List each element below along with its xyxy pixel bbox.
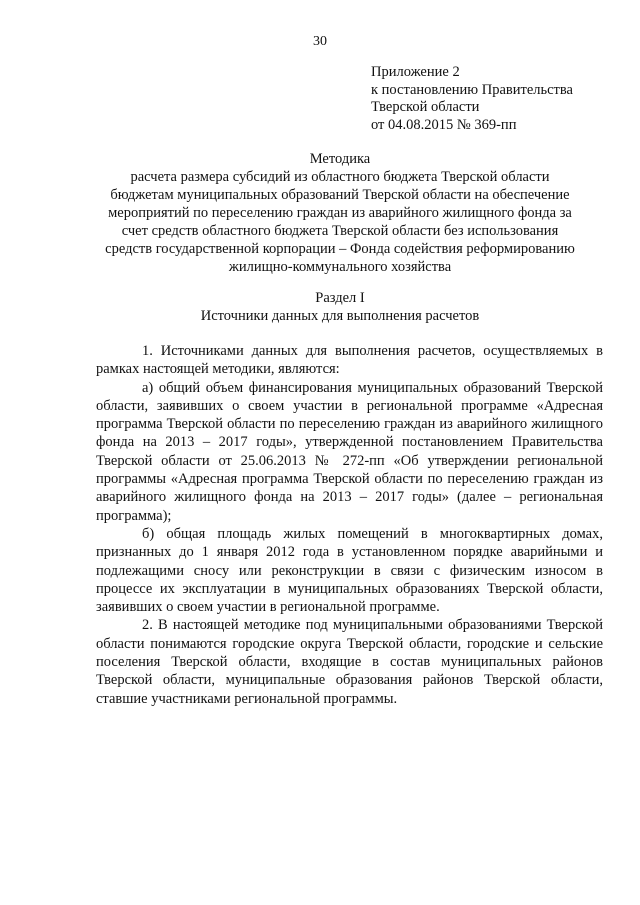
title-heading: Методика bbox=[309, 151, 371, 167]
paragraph: 1. Источниками данных для выполнения расчетов, осуществляемых в рамках настоящей методики, являются: bbox=[96, 343, 603, 378]
title-line: расчета размера субсидий из областного бюджета Тверской области bbox=[130, 169, 550, 185]
paragraph: 2. В настоящей методике под муниципальными образованиями Тверской области понимаются городские округа Тверской области, городские и сельские поселения Тверской области, входящие в состав муниципальных районов Тверской области, муниципальные образования районов Тверской области, ставшие участниками региональной программы. bbox=[96, 617, 603, 707]
document-body bbox=[96, 342, 603, 708]
page-number: 30 bbox=[313, 34, 327, 49]
section-name: Источники данных для выполнения расчетов bbox=[200, 308, 480, 324]
appendix-line: Тверской области bbox=[371, 99, 480, 115]
title-line: счет средств областного бюджета Тверской области без использования bbox=[121, 223, 559, 239]
section-header bbox=[60, 289, 620, 325]
title-line: мероприятий по переселению граждан из аварийного жилищного фонда за bbox=[108, 205, 572, 221]
appendix-line: к постановлению Правительства bbox=[371, 81, 573, 98]
appendix-line: Приложение 2 bbox=[371, 64, 460, 80]
appendix-block bbox=[371, 64, 611, 134]
title-line: бюджетам муниципальных образований Тверской области на обеспечение bbox=[110, 187, 570, 203]
paragraph: б) общая площадь жилых помещений в многоквартирных домах, признанных до 1 января 2012 года в установленном порядке аварийными и подлежащими сносу или реконструкции в связи с физическим износом в процессе их эксплуатации в муниципальных образованиях Тверской области, заявивших о своем участии в региональной программе. bbox=[96, 525, 603, 616]
section-number: Раздел I bbox=[315, 290, 365, 306]
appendix-line: от 04.08.2015 № 369-пп bbox=[371, 116, 517, 133]
title-line: жилищно-коммунального хозяйства bbox=[228, 259, 452, 275]
document-title bbox=[60, 150, 620, 276]
title-line: средств государственной корпорации – Фонда содействия реформированию bbox=[105, 241, 575, 257]
paragraph: а) общий объем финансирования муниципальных образований Тверской области, заявивших о своем участии в региональной программе «Адресная программа Тверской области по переселению граждан из аварийного жилищного фонда на 2013 – 2017 годы», утвержденной постановлением Правительства Тверской области от 25.06.2013 № 272-пп «Об утверждении региональной программы «Адресная программа Тверской области по переселению граждан из аварийного жилищного фонда на 2013 – 2017 годы» (далее – региональная программа); bbox=[96, 379, 603, 524]
